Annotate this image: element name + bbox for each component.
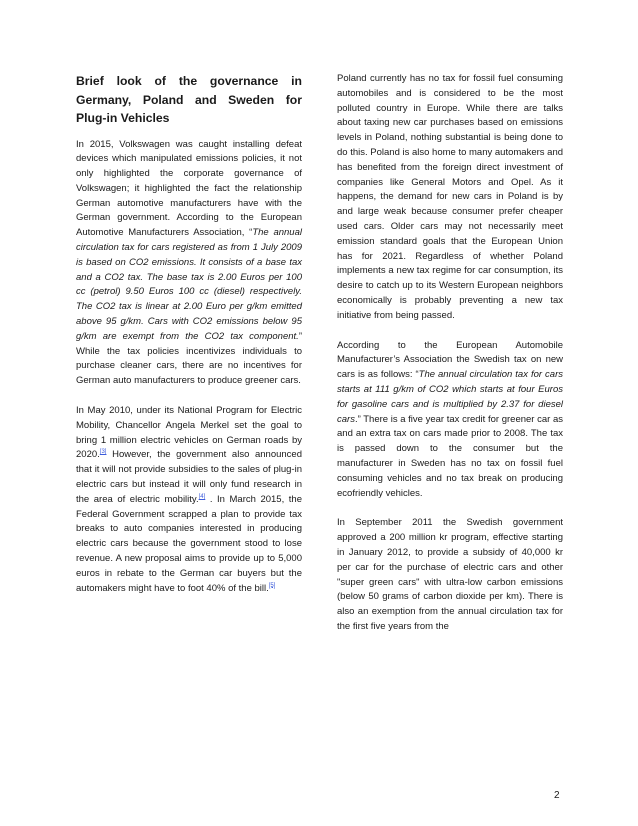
page-number: 2 <box>554 790 560 801</box>
right-column <box>337 72 563 650</box>
paragraph-text: In May 2010, under its National Program for Electric Mobility, Chancellor Angela Merkel set the goal to bring 1 million electric vehicles on German roads by 2020. <box>76 405 302 461</box>
paragraph-volkswagen <box>76 138 302 390</box>
section-heading: Brief look of the governance in Germany, Poland and Sweden for Plug-in Vehicles <box>76 74 302 125</box>
footnote-link-4[interactable]: [4] <box>198 493 206 500</box>
paragraph-poland: Poland currently has no tax for fossil fuel consuming automobiles and is considered to be the most polluted country in Europe. While there are talks about taxing new car purchases based on emissions levels in Poland, nothing substantial is being done to do this. Poland is also home to many automakers and has benefited from the foreign direct investment of companies like General Motors and Opel. As it happens, the demand for new cars in Poland is by and large weak because consumer prefer cheaper used cars. Older cars may not necessarily meet emission standard goals that the European Union has for 2021. Regardless of whether Poland implements a new tax regime for car consumption, its desire to catch up to its Western European neighbors economically is probably preventing a new tax initiative from being passed. <box>337 73 564 321</box>
paragraph-sweden-tax <box>337 339 563 502</box>
paragraph-text: .” There is a five year tax credit for greener car as and an extra tax on cars made prior to 2008. The tax is passed down to the consumer but the manufacturer in Sweden has no tax on fossil fuel consuming vehicles and no tax break on producing ecofriendly vehicles. <box>337 413 563 499</box>
paragraph-text: According to the European Automobile Manufacturer’s Association the Swedish tax on new cars is as follows: “ <box>337 339 563 381</box>
paragraph-text: ” While the tax policies incentivizes individuals to purchase cleaner cars, there are no incentives for German auto manufacturers to produce greener cars. <box>76 330 302 387</box>
paragraph-merkel <box>76 404 302 596</box>
left-column <box>76 72 302 611</box>
paragraph-text: However, the government also announced that it will not provide subsidies to the sales of plug-in electric cars but instead it will only fund research in the area of electric mobility. <box>76 449 302 505</box>
paragraph-sweden-subsidy: In September 2011 the Swedish government approved a 200 million kr program, effective starting in January 2012, to provide a subsidy of 40,000 kr per car for the purchase of electric cars and other "super green cars" with ultra-low carbon emissions (below 50 grams of carbon dioxide per km). There is also an exemption from the annual circulation tax for the first five years from the <box>337 517 563 632</box>
paragraph-text: In 2015, Volkswagen was caught installing defeat devices which manipulated emissions policies, it not only highlighted the corporate governance of Volkswagen; it highlighted the fact the relationship German automotive manufacturers have with the German government. According to the European Automotive Manufacturers Association, “ <box>76 138 302 239</box>
footnote-ref-5 <box>269 582 276 588</box>
footnote-link-5[interactable]: [5] <box>268 582 276 589</box>
footnote-link-3[interactable]: [3] <box>99 449 107 456</box>
paragraph-text: . In March 2015, the Federal Government scrapped a plan to provide tax breaks to auto companies interested in producing electric cars because the government stood to lose revenue. A new proposal aims to provide up to 5,000 euros in rebate to the German car buyers but the automakers might have to foot 40% of the bill. <box>76 493 302 594</box>
quote-swedish-tax: The annual circulation tax for cars starts at 111 g/km of CO2 which starts at four Euros for gasoline cars and is multiplied by 2.37 for diesel cars <box>337 369 563 425</box>
quote-eu-tax: The annual circulation tax for cars registered as from 1 July 2009 is based on CO2 emissions. It consists of a base tax and a CO2 tax. The base tax is 2.00 Euros per 100 cc (petrol) 9.50 Euros 100 cc (diesel) respectively. The CO2 tax is linear at 2.00 Euro per g/km emitted above 95 g/km. Cars with CO2 emissions below 95 g/km are exempt from the CO2 tax component. <box>76 227 302 342</box>
